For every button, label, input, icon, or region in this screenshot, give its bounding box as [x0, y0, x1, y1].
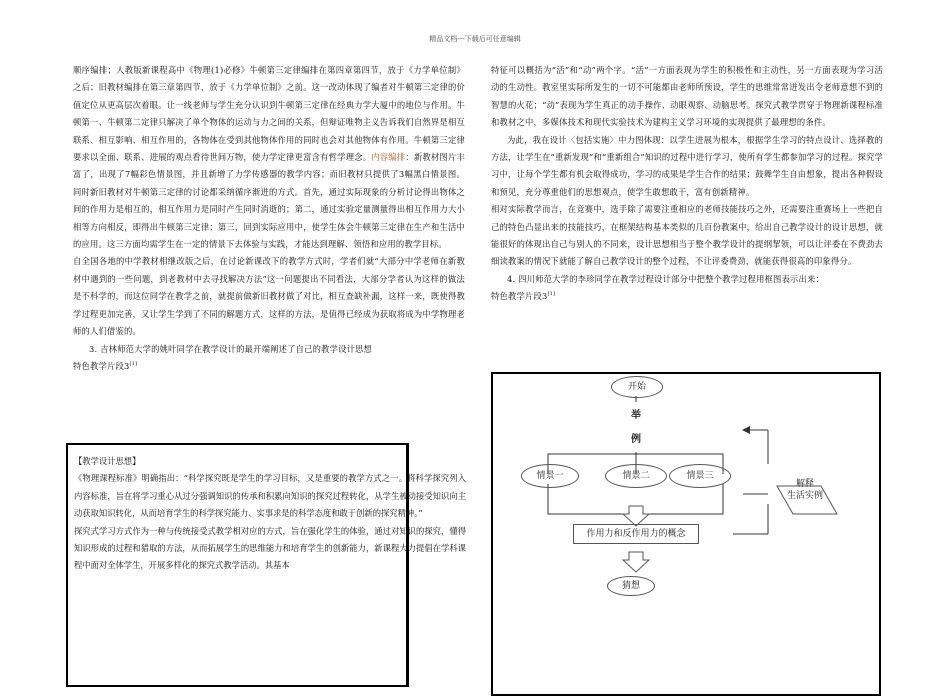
guess-node: 猜想: [607, 576, 655, 596]
paragraph: 特征可以概括为“活”和“动”两个字。“活”一方面表现为学生的积极性和主动性，另一方面表现为学习活动的生动性。教室里实际所发生的一切不可能都由老师所预设，学生的思维常常迸发出令老师意想不到的智慧的火花；“动”表现为学生真正的动手操作、动眼观察、动脑思考。探究式教学贯穿于物理新课程标准和教材之中，多媒体技术和现代实验技术为建构主义学习环境的实现提供了最理想的条件。: [491, 65, 883, 128]
down-arrow-icon: [623, 506, 649, 526]
section-label: [491, 288, 883, 305]
start-node: 开始: [611, 376, 663, 398]
left-column: [73, 62, 465, 375]
explain-text: 解释: [795, 479, 814, 489]
paragraph: 《物理课程标准》明确指出：“科学探究既是学生的学习目标，又是重要的教学方式之一。将科学探究列入内容标准，旨在将学习重心从过分强调知识的传承和积累向知识的探究过程转化，从学生被动接受知识向主动获取知识转化，从而培育学生的科学探究能力、实事求是的科学态度和敢于创新的探究精神。”: [74, 473, 466, 519]
flowchart: [491, 372, 881, 696]
concept-node: 作用力和反作用力的概念: [573, 524, 699, 544]
paragraph: 4. 四川师范大学的李珍同学在教学过程设计部分中把整个教学过程用框图表示出来：: [507, 273, 825, 284]
section-label: [73, 358, 465, 375]
paragraph: 相对实际教学而言，在竞赛中，选手除了需要注重相应的老师技能技巧之外，还需要注重赛场上一些把自己的特色凸显出来的技能技巧，在框架结构基本类似的几百份教案中，给出自己教学设计的设计思想，就能很好的体现出自己与别人的不同来，设计思想相当于整个教学设计的提纲挈领，可以让评委在不费劲去细读教案的情况下就能了解自己教学设计的整个过程，不让评委费劲，就能获得很高的印象得分。: [491, 204, 883, 267]
box-title: 【教学设计思想】: [74, 456, 141, 466]
paragraph: 自全国各地的中学教材相继改版之后，在讨论新课改下的教学方式时，学者们就“大部分中学老师在新教材中遇到的一些问题，到老教材中去寻找解决方法”这一问题提出不同看法，大部分学者认为这样的做法是不科学的，而这位同学在教学之前，就提前做新旧教材做了对比，相互查缺补漏，这样一来，既使得教学过程更加完善，又让学生学到了不同的解题方式，这样的方法，是值得已经成为获取将成为中学物理老师的人们借鉴的。: [73, 256, 465, 337]
citation: [1]: [547, 291, 556, 298]
section-label-text: 特色教学片段3: [73, 360, 130, 371]
paragraph-text: 顺序编排；人教版新课程高中《物理(1)必修》牛顿第三定律编排在第四章第四节，放于《力学单位制》之后；旧教材编排在第三章第四节，放于《力学单位制》之前。这一改动体现了编者对牛顿第三定律的价值定位从更高层次着眼。让一线老师与学生充分认识到牛顿第三定律在经典力学大厦中的地位与作用。牛顿第一、牛顿第二定律只解决了单个物体的运动与力之间的关系，但辩证唯物主义告诉我们自然界是相互联系、相互影响、相互作用的，各物体在受到其他物体作用的同时也会对其他物体有作用。牛顿第三定律要求以全面、联系、进展的观点看待世间万物，使力学定律更富含有哲学理念。: [73, 65, 465, 163]
example-label: 例: [631, 434, 641, 445]
paragraph: 3. 吉林师范大学的姚叶同学在教学设计的最开端阐述了自己的教学设计思想: [89, 343, 373, 354]
scene-node: 情景三: [669, 464, 731, 488]
example-label: 举: [631, 410, 641, 421]
paragraph: [73, 62, 465, 253]
citation: [1]: [129, 361, 138, 368]
highlight-term: 内容编排: [371, 152, 406, 163]
scene-node: 情景二: [605, 464, 667, 488]
scene-node: 情景一: [521, 464, 579, 488]
right-column: [491, 62, 883, 306]
page-header: 精品文档---下载后可任意编辑: [429, 35, 521, 43]
section-label-text: 特色教学片段3: [491, 291, 548, 302]
paragraph: 探究式学习方式作为一种与传统接受式教学相对应的方式，旨在强化学生的体验，通过对知识的探究，懂得知识形成的过程和猎取的方法，从而拓展学生的思维能力和培育学生的创新能力，新课程大力提倡在学科课程中面对全体学生，开展多样化的探究式教学活动。其基本: [74, 525, 466, 571]
paragraph-text: ：新教材图片丰富了，出现了7幅彩色情景图，并且新增了力学传感器的教学内容；而旧教材只提供了3幅黑白情景图。同时新旧教材对牛顿第三定律的讨论都采纳循序渐进的方式。首先，通过实际现象的分析讨论得出物体之间的作用力是相互的，相互作用力是同时产生同时消逝的；第二，通过实验定量测量得出相互作用力大小相等方向相反，即得出牛顿第三定律；第三，回到实际应用中，使学生体会牛顿第三定律在生产和生活中的应用。这三方面均需学生在一定的情景下去体验与实践，才能达到理解、领悟和应用的教学目标。: [73, 152, 465, 250]
paragraph: 为此，我在设计〈包括实施〉中力图体现：以学生进展为根本，根据学生学习的特点设计、选择教的方法，让学生在“重新发现”和“重新组合”知识的过程中进行学习，使所有学生都参加学习的过程。探究学习中，让每个学生都有机会取得成功，学习的成果是学生合作的结果；鼓舞学生自由想象，提出各种假设和预见，充分尊重他们的思想观点，使学生敢想敢干，富有创新精神。: [491, 134, 883, 197]
down-arrow-icon: [623, 552, 649, 572]
explain-label: [775, 478, 835, 502]
design-thought-content: [74, 453, 466, 575]
explain-text: 生活实例: [786, 491, 823, 501]
